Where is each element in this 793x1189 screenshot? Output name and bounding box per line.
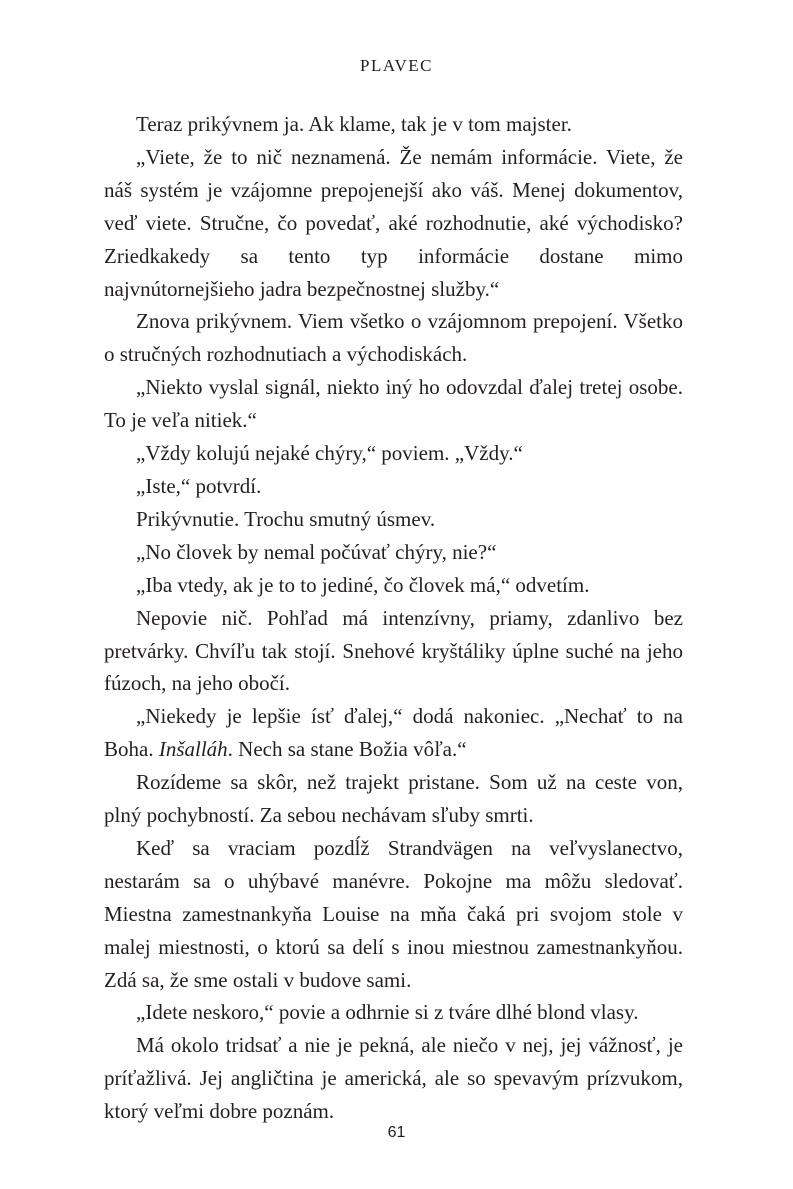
paragraph: „Iba vtedy, ak je to to jediné, čo človek má,“ odvetím. (136, 572, 590, 597)
paragraph: Znova prikývnem. Viem všetko o vzájomnom prepojení. Všetko o stručných rozhodnutiach a východiskách. (104, 309, 683, 367)
paragraph: Keď sa vraciam pozdĺž Strandvägen na veľvyslanectvo, nestarám sa o uhýbavé manévre. Pokojne ma môžu sledovať. Miestna zamestnankyňa Louise na mňa čaká pri svojom stole v malej miestnosti, o ktorú sa delí s inou miestnou zamestnankyňou. Zdá sa, že sme ostali v budove sami. (104, 835, 683, 992)
paragraph: Rozídeme sa skôr, než trajekt pristane. Som už na ceste von, plný pochybností. Za sebou nechávam sľuby smrti. (104, 770, 683, 828)
paragraph: „Idete neskoro,“ povie a odhrnie si z tváre dlhé blond vlasy. (136, 1000, 639, 1025)
paragraph: „Iste,“ potvrdí. (136, 473, 262, 498)
paragraph (104, 700, 683, 766)
running-head: PLAVEC (360, 56, 433, 75)
paragraph: Nepovie nič. Pohľad má intenzívny, priamy, zdanlivo bez pretvárky. Chvíľu tak stojí. Snehové kryštáliky úplne suché na jeho fúzoch, na jeho obočí. (104, 605, 683, 696)
paragraph: „Vždy kolujú nejaké chýry,“ poviem. „Vždy.“ (136, 441, 523, 466)
paragraph: Má okolo tridsať a nie je pekná, ale niečo v nej, jej vážnosť, je príťažlivá. Jej angličtina je americká, ale so spevavým prízvukom, ktorý veľmi dobre poznám. (104, 1033, 683, 1124)
paragraph: Teraz prikývnem ja. Ak klame, tak je v tom majster. (136, 112, 572, 136)
paragraph: Prikývnutie. Trochu smutný úsmev. (136, 506, 436, 531)
paragraph-text: „Niekedy je lepšie ísť ďalej,“ dodá nakoniec. „Nechať to na Boha. (104, 704, 683, 762)
paragraph: „No človek by nemal počúvať chýry, nie?“ (136, 539, 497, 564)
page-number: 61 (387, 1124, 406, 1141)
body-text (104, 108, 683, 1128)
paragraph-text: . Nech sa stane Božia vôľa.“ (227, 737, 467, 762)
paragraph: „Niekto vyslal signál, niekto iný ho odovzdal ďalej tretej osobe. To je veľa nitiek.“ (104, 375, 683, 433)
paragraph: „Viete, že to nič neznamená. Že nemám informácie. Viete, že náš systém je vzájomne prepojenejší ako váš. Menej dokumentov, veď viete. Stručne, čo povedať, aké rozhodnutie, aké východisko? Zriedkakedy sa tento typ informácie dostane mimo najvnútornejšieho jadra bezpečnostnej služby.“ (104, 144, 683, 301)
italic-term: Inšalláh (158, 737, 228, 762)
